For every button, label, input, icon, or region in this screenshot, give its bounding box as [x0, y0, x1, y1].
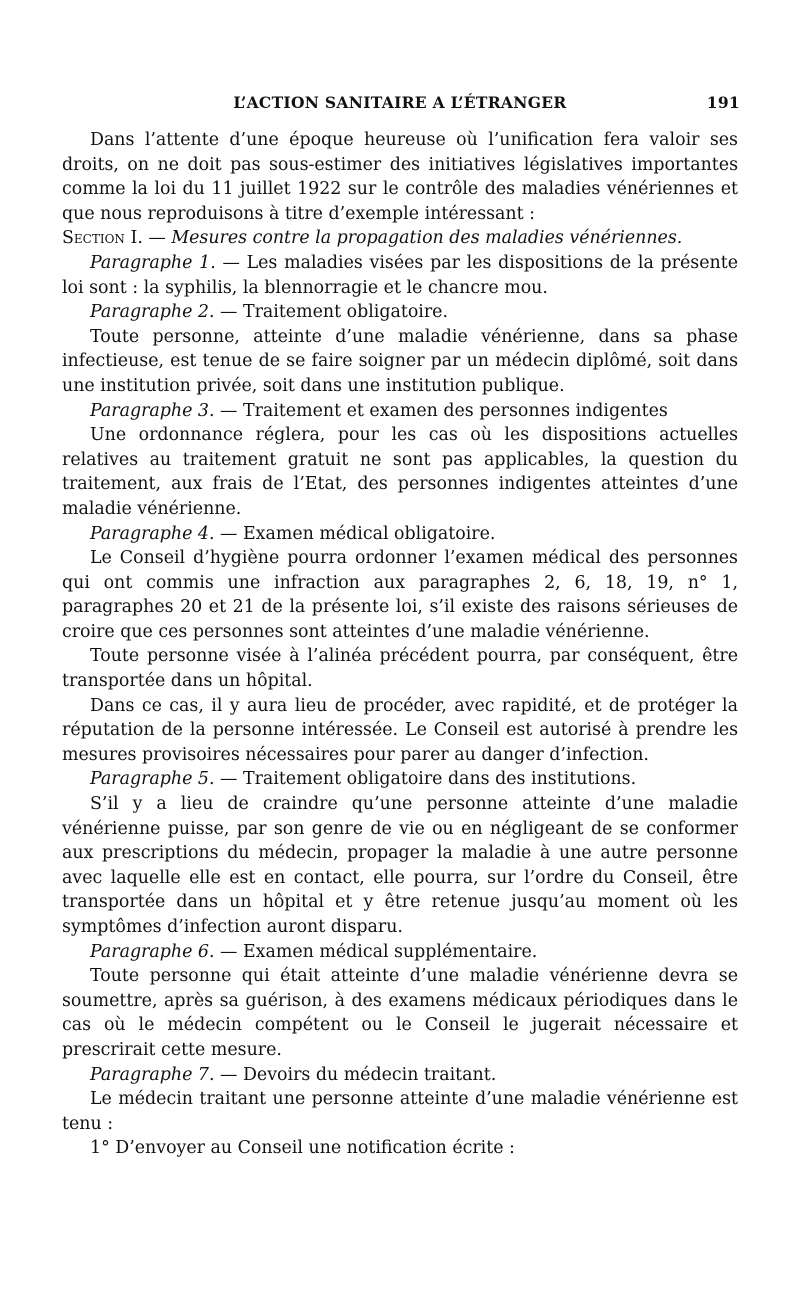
paragraph-6-heading [62, 940, 738, 965]
paragraph-heading-text: — Traitement obligatoire. [214, 302, 448, 323]
paragraph-label: Paragraphe 2. [90, 302, 215, 323]
paragraph-heading-text: — Examen médical obligatoire. [214, 523, 496, 544]
paragraph-label: Paragraphe 5. [90, 769, 215, 790]
paragraph-3-body: Une ordonnance réglera, pour les cas où les dispositions actuelles relatives au traitement gratuit ne sont pas applicables, la question du traitement, aux frais de l’Etat, des personnes indigentes atteintes d’une maladie vénérienne. [62, 425, 738, 519]
intro-paragraph: Dans l’attente d’une époque heureuse où l’unification fera valoir ses droits, on ne doit pas sous-estimer des initiatives législatives importantes comme la loi du 11 juillet 1922 sur le contrôle des maladies vénériennes et que nous reproduisons à titre d’exemple intéressant : [62, 130, 738, 224]
page-number: 191 [706, 93, 740, 112]
section-title: Mesures contre la propagation des maladies vénériennes. [171, 228, 683, 249]
paragraph-1-heading [62, 251, 738, 300]
paragraph-heading-text: — Examen médical supplémentaire. [214, 941, 538, 962]
paragraph-heading-text: — Traitement et examen des personnes indigentes [214, 400, 668, 421]
paragraph-7-heading [62, 1063, 738, 1088]
paragraph-label: Paragraphe 3. [90, 400, 215, 421]
paragraph-label: Paragraphe 1. [90, 252, 216, 273]
paragraph-heading-text: — Traitement obligatoire dans des institutions. [214, 769, 637, 790]
paragraph-label: Paragraphe 4. [90, 523, 215, 544]
paragraph-4-heading [62, 522, 738, 547]
paragraph-6-body: Toute personne qui était atteinte d’une maladie vénérienne devra se soumettre, après sa guérison, à des examens médicaux périodiques dans le cas où le médecin compétent ou le Conseil le jugerait nécessaire et prescrirait cette mesure. [62, 966, 738, 1060]
paragraph-4-body-2: Toute personne visée à l’alinéa précédent pourra, par conséquent, être transportée dans un hôpital. [62, 646, 738, 692]
paragraph-4-body-3: Dans ce cas, il y aura lieu de procéder, avec rapidité, et de protéger la réputation de la personne intéressée. Le Conseil est autorisé à prendre les mesures provisoires nécessaires pour parer au danger d’infection. [62, 695, 738, 765]
running-header [62, 88, 738, 118]
paragraph-label: Paragraphe 6. [90, 941, 215, 962]
section-heading [62, 226, 738, 251]
document-body [62, 128, 738, 1161]
paragraph-4-body-1: Le Conseil d’hygiène pourra ordonner l’examen médical des personnes qui ont commis une infraction aux paragraphes 2, 6, 18, 19, n° 1, paragraphes 20 et 21 de la présente loi, s’il existe des raisons sérieuses de croire que ces personnes sont atteintes d’une maladie vénérienne. [62, 548, 738, 642]
paragraph-3-heading [62, 399, 738, 424]
section-label: Section I. [62, 228, 143, 249]
running-title: L’ACTION SANITAIRE A L’ÉTRANGER [233, 93, 567, 112]
paragraph-5-body: S’il y a lieu de craindre qu’une personne atteinte d’une maladie vénérienne puisse, par son genre de vie ou en négligeant de se conformer aux prescriptions du médecin, propager la maladie à une autre personne avec laquelle elle est en contact, elle pourra, sur l’ordre du Conseil, être transportée dans un hôpital et y être retenue jusqu’au moment où les symptômes d’infection auront disparu. [62, 794, 738, 937]
paragraph-5-heading [62, 767, 738, 792]
section-dash: — [142, 228, 172, 249]
paragraph-heading-text: — Devoirs du médecin traitant. [214, 1064, 497, 1085]
paragraph-7-body-1: Le médecin traitant une personne atteinte d’une maladie vénérienne est tenu : [62, 1089, 738, 1134]
document-page [62, 88, 738, 1161]
paragraph-2-heading [62, 300, 738, 325]
paragraph-heading-text: — Les maladies visées par les dispositions de la présente loi sont : la syphilis, la blennorragie et le chancre mou. [62, 252, 738, 298]
paragraph-7-body-2: 1° D’envoyer au Conseil une notification écrite : [90, 1138, 515, 1159]
paragraph-label: Paragraphe 7. [90, 1064, 215, 1085]
paragraph-2-body: Toute personne, atteinte d’une maladie vénérienne, dans sa phase infectieuse, est tenue de se faire soigner par un médecin diplômé, soit dans une institution privée, soit dans une institution publique. [62, 326, 738, 396]
